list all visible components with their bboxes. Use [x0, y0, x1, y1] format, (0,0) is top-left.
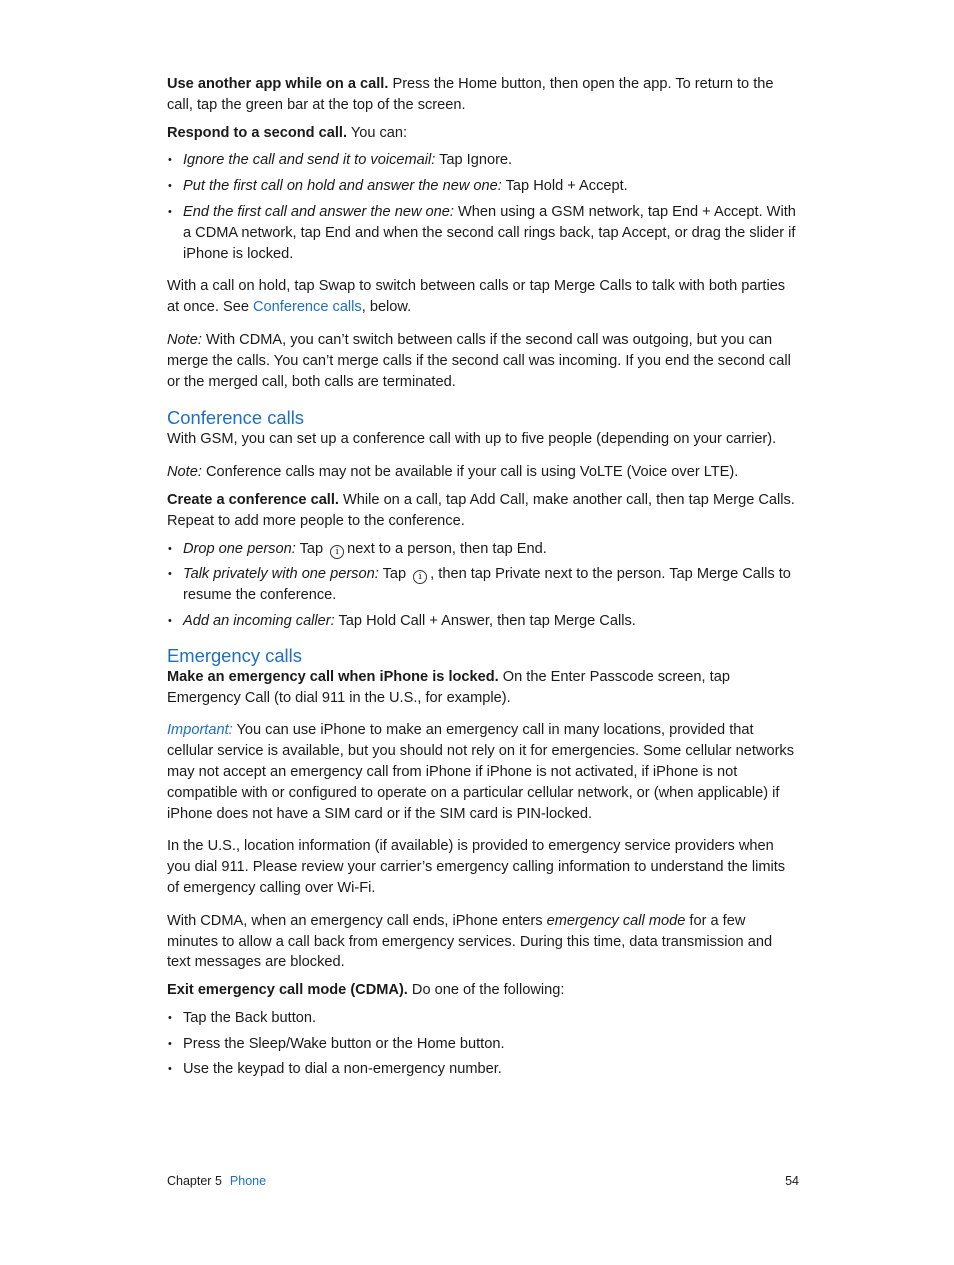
chapter-name-link[interactable]: Phone	[229, 1174, 267, 1188]
list-item: • Ignore the call and send it to voicemail: Tap Ignore.	[167, 150, 799, 171]
list-item: • Talk privately with one person: Tap i , then tap Private next to the person. Tap Merge Calls to resume the conference.	[167, 564, 799, 606]
paragraph-exit-emergency: Exit emergency call mode (CDMA). Do one of the following:	[167, 982, 565, 999]
list-item: • Add an incoming caller: Tap Hold Call + Answer, then tap Merge Calls.	[167, 611, 799, 632]
paragraph-gsm-conference: With GSM, you can set up a conference call with up to five people (depending on your carrier).	[167, 431, 777, 448]
paragraph-emergency-mode: With CDMA, when an emergency call ends, iPhone enters emergency call mode for a few minutes to allow a call back from emergency services. During this time, data transmission and text messages are blocked.	[167, 912, 773, 971]
list-item: • Drop one person: Tap i next to a person, then tap End.	[167, 539, 799, 560]
chapter-label: Chapter 5	[167, 1174, 222, 1188]
bullet-list-second-call	[167, 150, 799, 264]
conference-calls-link[interactable]: Conference calls	[253, 299, 362, 316]
list-item: • End the first call and answer the new one: When using a GSM network, tap End + Accept. With a CDMA network, tap End and when the second call rings back, tap Accept, or drag the slider if iPhone is locked.	[167, 202, 799, 264]
list-item: • Tap the Back button.	[167, 1008, 799, 1029]
page-number: 54	[785, 1174, 799, 1188]
page-footer	[167, 1172, 799, 1190]
important-note: Important: You can use iPhone to make an emergency call in many locations, provided that cellular service is available, but you should not rely on it for emergencies. Some cellular networks may not accept an emergency call from iPhone if iPhone is not activated, if iPhone is not compatible with or configured to operate on a particular cellular network, or (when applicable) if iPhone does not have a SIM card or if the SIM card is PIN-locked.	[167, 722, 795, 822]
paragraph-swap: With a call on hold, tap Swap to switch between calls or tap Merge Calls to talk with both parties at once. See Conference calls, below.	[167, 278, 786, 316]
bullet-list-conference	[167, 539, 799, 632]
info-icon: i	[413, 570, 427, 584]
paragraph-respond-second-call: Respond to a second call. You can:	[167, 124, 408, 141]
section-heading-conference-calls: Conference calls	[167, 407, 304, 429]
paragraph-location-info: In the U.S., location information (if available) is provided to emergency service providers when you dial 911. Please review your carrier’s emergency calling information to understand the limits of emergency calling over Wi-Fi.	[167, 838, 786, 896]
paragraph-use-another-app: Use another app while on a call. Press the Home button, then open the app. To return to the call, tap the green bar at the top of the screen.	[167, 76, 774, 113]
document-page	[167, 74, 799, 1092]
paragraph-create-conference: Create a conference call. While on a call, tap Add Call, make another call, then tap Merge Calls. Repeat to add more people to the conference.	[167, 491, 795, 529]
section-heading-emergency-calls: Emergency calls	[167, 644, 302, 666]
list-item: • Press the Sleep/Wake button or the Home button.	[167, 1034, 799, 1055]
note-cdma: Note: With CDMA, you can’t switch between calls if the second call was outgoing, but you can merge the calls. You can’t merge calls if the second call was incoming. If you end the second call or the merged call, both calls are terminated.	[167, 331, 791, 390]
info-icon: i	[330, 545, 344, 559]
list-item: • Put the first call on hold and answer the new one: Tap Hold + Accept.	[167, 176, 799, 197]
paragraph-emergency-locked: Make an emergency call when iPhone is locked. On the Enter Passcode screen, tap Emergency Call (to dial 911 in the U.S., for example).	[167, 668, 730, 706]
note-volte: Note: Conference calls may not be available if your call is using VoLTE (Voice over LTE).	[167, 464, 739, 481]
list-item: • Use the keypad to dial a non-emergency number.	[167, 1059, 799, 1080]
bullet-list-exit-emergency	[167, 1008, 799, 1080]
